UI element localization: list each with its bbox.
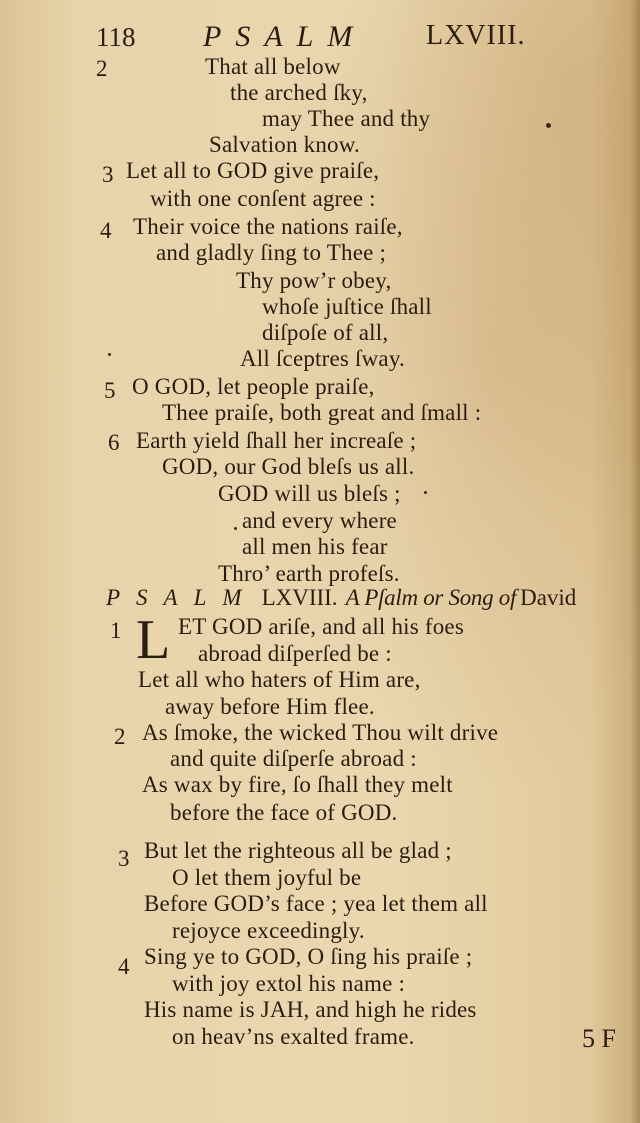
verse-line: may Thee and thy: [262, 106, 431, 131]
verse-line: rejoyce exceedingly.: [172, 918, 365, 943]
verse-line: Sing ye to GOD, O ſing his praiſe ;: [144, 944, 473, 969]
verse-line: away before Him flee.: [165, 694, 375, 719]
ink-speck: [424, 491, 427, 494]
ink-speck: [234, 527, 237, 530]
verse-line: before the face of GOD.: [170, 800, 398, 825]
running-psalm-number: LXVIII.: [426, 20, 526, 51]
verse-line: Thy pow’r obey,: [236, 268, 392, 293]
verse-number: 1: [110, 618, 122, 643]
psalm-heading-number: LXVIII.: [261, 585, 338, 610]
psalm-heading-word: PSALM: [106, 585, 258, 610]
verse-line: All ſceptres ſway.: [240, 346, 405, 371]
verse-line: Salvation know.: [209, 132, 360, 157]
verse-line: But let the righteous all be glad ;: [144, 838, 452, 863]
verse-line: Let all who haters of Him are,: [138, 667, 421, 692]
page-edge-shadow: [630, 0, 640, 1123]
verse-number: 6: [108, 430, 120, 455]
verse-number: 2: [114, 724, 126, 749]
verse-line: Earth yield ſhall her increaſe ;: [136, 428, 417, 453]
verse-line: with joy extol his name :: [172, 971, 406, 996]
verse-line: and gladly ſing to Thee ;: [156, 240, 387, 265]
verse-line: all men his fear: [242, 534, 388, 559]
psalm-subtitle-name: David: [520, 585, 577, 610]
verse-number: 3: [102, 162, 114, 187]
verse-line: Thro’ earth profeſs.: [218, 561, 400, 586]
verse-number: 3: [118, 846, 130, 871]
ink-speck: [108, 353, 111, 356]
verse-line: the arched ſky,: [230, 80, 368, 105]
page-number: 118: [96, 22, 136, 52]
verse-line: Let all to GOD give praiſe,: [126, 158, 380, 183]
verse-number: 4: [118, 954, 130, 979]
verse-line: O GOD, let people praiſe,: [132, 374, 375, 399]
verse-line: abroad diſperſed be :: [198, 641, 392, 666]
verse-line: diſpoſe of all,: [262, 320, 389, 345]
verse-line: Thee praiſe, both great and ſmall :: [162, 400, 482, 425]
verse-line: GOD will us bleſs ;: [218, 481, 401, 506]
verse-number: 5: [104, 378, 116, 403]
verse-line: and quite diſperſe abroad :: [170, 746, 417, 771]
verse-line: Before GOD’s face ; yea let them all: [144, 891, 488, 916]
verse-line: with one conſent agree :: [150, 186, 376, 211]
verse-line: As ſmoke, the wicked Thou wilt drive: [142, 720, 499, 745]
ink-speck: [546, 123, 551, 128]
verse-line: whoſe juſtice ſhall: [262, 294, 432, 319]
verse-number: 4: [100, 218, 112, 243]
verse-line: As wax by fire, ſo ſhall they melt: [142, 772, 453, 797]
verse-line: His name is JAH, and high he rides: [144, 997, 477, 1022]
verse-line: ET GOD ariſe, and all his foes: [178, 614, 464, 639]
catchword: 5 F: [582, 1024, 616, 1053]
drop-cap: L: [136, 609, 171, 671]
verse-line: O let them joyful be: [172, 865, 362, 890]
psalm-heading: [106, 585, 576, 611]
verse-line: GOD, our God bleſs us all.: [162, 454, 415, 479]
verse-number: 2: [96, 56, 108, 81]
verse-line: on heav’ns exalted frame.: [172, 1024, 415, 1049]
verse-line: and every where: [242, 508, 397, 533]
psalm-subtitle: A Pſalm or Song of: [345, 585, 517, 610]
verse-line: That all below: [205, 54, 341, 79]
verse-line: Their voice the nations raiſe,: [133, 214, 403, 239]
running-title: PSALM: [203, 20, 367, 53]
